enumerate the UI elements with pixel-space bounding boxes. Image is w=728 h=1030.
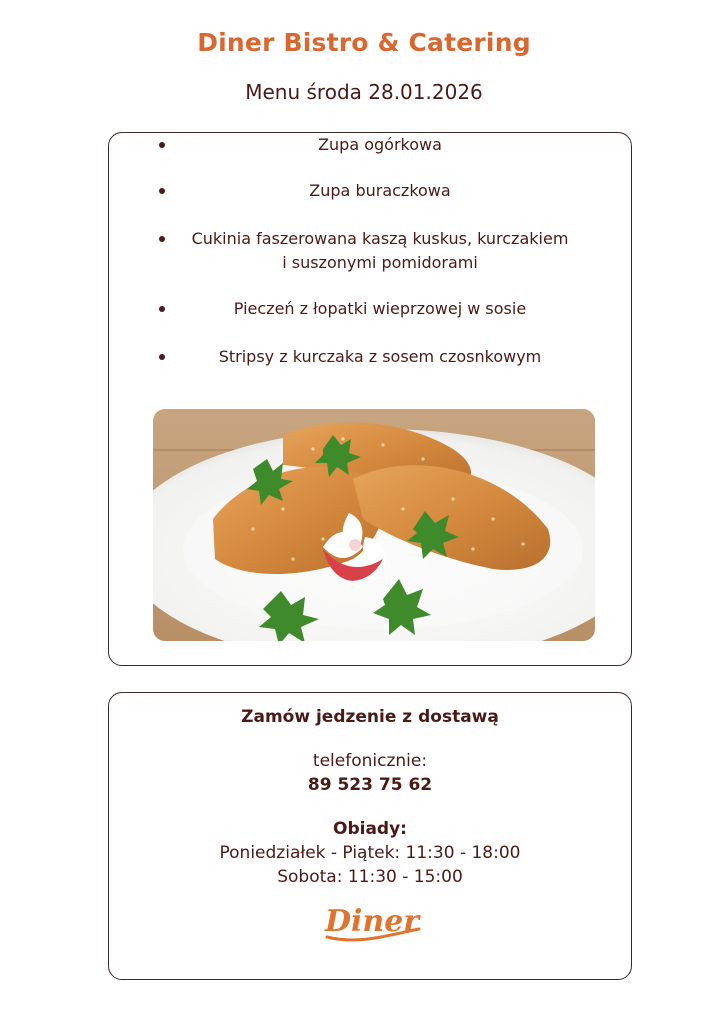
menu-item-label-line1: Cukinia faszerowana kaszą kuskus, kurczakiem (191, 229, 569, 248)
delivery-heading: Zamów jedzenie z dostawą (241, 707, 499, 727)
bullet-icon (159, 354, 165, 360)
page-title: Diner Bistro & Catering (197, 28, 531, 57)
menu-item-label: Pieczeń z łopatki wieprzowej w sosie (233, 299, 527, 318)
hours-weekdays: Poniedziałek - Piątek: 11:30 - 18:00 (219, 843, 521, 863)
bullet-icon (159, 236, 165, 242)
menu-item-label-line2: i suszonymi pomidorami (282, 253, 478, 272)
bullet-icon (159, 188, 165, 194)
bullet-icon (159, 142, 165, 148)
diner-logo (319, 899, 423, 947)
logo-text: Diner (325, 904, 420, 939)
menu-card (108, 132, 632, 666)
phone-number[interactable]: 89 523 75 62 (307, 775, 433, 795)
menu-item-label: Zupa buraczkowa (309, 181, 451, 200)
menu-date-subtitle: Menu środa 28.01.2026 (245, 80, 483, 104)
menu-item-label: Stripsy z kurczaka z sosem czosnkowym (218, 347, 542, 366)
hours-heading: Obiady: (333, 819, 407, 839)
phone-label: telefonicznie: (312, 751, 428, 771)
chicken-strips-plate-icon (153, 409, 595, 641)
hours-saturday: Sobota: 11:30 - 15:00 (277, 867, 463, 887)
contact-card (108, 692, 632, 980)
menu-item-label: Zupa ogórkowa (318, 135, 442, 154)
food-photo (153, 409, 595, 641)
bullet-icon (159, 306, 165, 312)
